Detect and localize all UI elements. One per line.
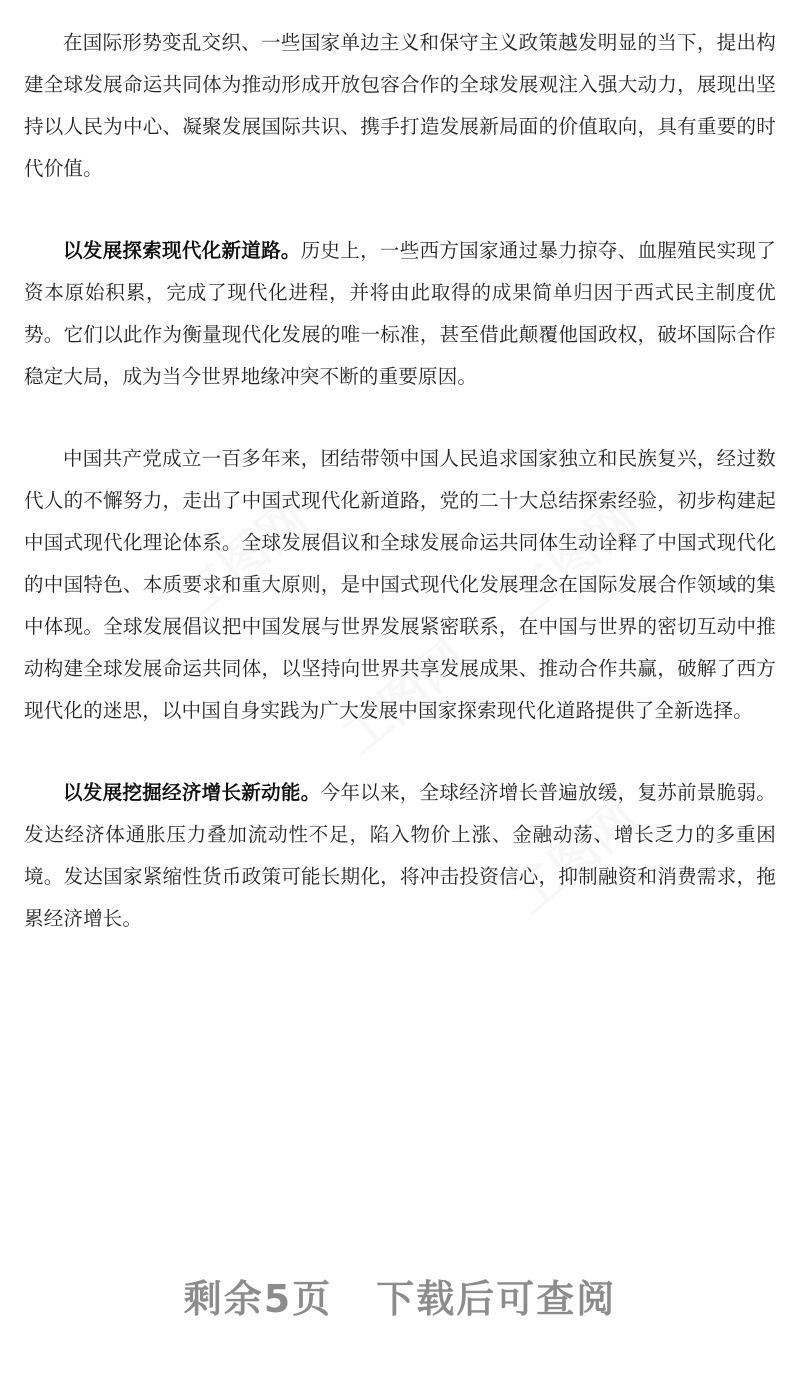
download-prompt[interactable] (0, 1268, 800, 1323)
paragraph-intro (24, 22, 776, 190)
watermark: 工图网 (501, 490, 649, 626)
paragraph-lead-heading: 以发展挖掘经济增长新动能。 (63, 781, 321, 804)
paragraph-economic-growth (24, 772, 776, 940)
download-to-view-label: 下载后可查阅 (376, 1277, 617, 1321)
remaining-pages-label: 剩余5页 (183, 1277, 333, 1321)
paragraph-cpc-history (24, 438, 776, 732)
paragraph-text: 在国际形势变乱交织、一些国家单边主义和保守主义政策越发明显的当下，提出构建全球发展命运共同体为推动形成开放包容合作的全球发展观注入强大动力，展现出坚持以人民为中心、凝聚发展国际共识、携手打造发展新局面的价值取向，具有重要的时代价值。 (24, 31, 776, 180)
article-body (24, 22, 776, 940)
paragraph-lead-heading: 以发展探索现代化新道路。 (63, 239, 301, 262)
watermark: 工图网 (171, 490, 319, 626)
watermark: 工图网 (331, 630, 479, 766)
paragraph-text: 中国共产党成立一百多年来，团结带领中国人民追求国家独立和民族复兴，经过数代人的不懈努力，走出了中国式现代化新道路，党的二十大总结探索经验，初步构建起中国式现代化理论体系。全球发展倡议和全球发展命运共同体生动诠释了中国式现代化的中国特色、本质要求和重大原则，是中国式现代化发展理念在国际发展合作领域的集中体现。全球发展倡议把中国发展与世界发展紧密联系，在中国与世界的密切互动中推动构建全球发展命运共同体，以坚持向世界共享发展成果、推动合作共赢，破解了西方现代化的迷思，以中国自身实践为广大发展中国家探索现代化道路提供了全新选择。 (24, 447, 776, 722)
paragraph-text: 历史上，一些西方国家通过暴力掠夺、血腥殖民实现了资本原始积累，完成了现代化进程，并将由此取得的成果简单归因于西式民主制度优势。它们以此作为衡量现代化发展的唯一标准，甚至借此颠覆他国政权，破坏国际合作稳定大局，成为当今世界地缘冲突不断的重要原因。 (24, 239, 776, 388)
paragraph-text: 今年以来，全球经济增长普遍放缓，复苏前景脆弱。发达经济体通胀压力叠加流动性不足，陷入物价上涨、金融动荡、增长乏力的多重困境。发达国家紧缩性货币政策可能长期化，将冲击投资信心，抑制融资和消费需求，拖累经济增长。 (24, 781, 776, 930)
paragraph-modernization (24, 230, 776, 398)
watermark: 工图网 (501, 790, 649, 926)
